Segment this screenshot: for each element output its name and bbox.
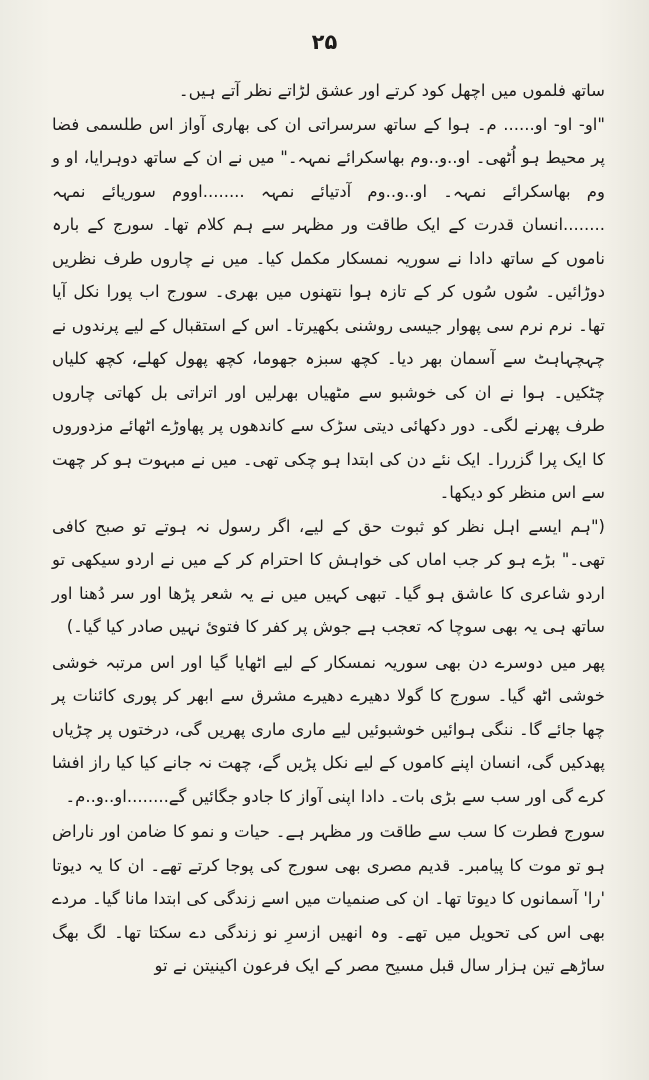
page-text bbox=[52, 74, 605, 983]
paragraph: ("ہم ایسے اہل نظر کو ثبوت حق کے لیے، اگر رسول نہ ہوتے تو صبح کافی تھی۔" بڑے ہو کر جب اماں کی خواہش کا احترام کر کے میں نے اردو سیکھی تو اردو شاعری کا عاشق ہو گیا۔ تبھی کہیں میں نے یہ شعر پڑھا اور سر دُھنا اور ساتھ ہی یہ بھی سوچا کہ تعجب ہے جوش پر کفر کا فتوئ نہیں صادر کیا گیا۔) bbox=[52, 516, 605, 636]
paragraph: ساتھ فلموں میں اچھل کود کرتے اور عشق لڑاتے نظر آتے ہیں۔ bbox=[178, 81, 605, 100]
paragraph: سورج فطرت کا سب سے طاقت ور مظہر ہے۔ حیات و نمو کا ضامن اور ناراض ہو تو موت کا پیامبر۔ قدیم مصری بھی سورج کی پوجا کرتے تھے۔ ان کا یہ دیوتا 'را' آسمانوں کا دیوتا تھا۔ ان کی صنمیات میں اسے زندگی کی ابتدا مانا گیا۔ مردے بھی اس کی تحویل میں تھے۔ وہ انھیں ازسرِ نو زندگی دے سکتا تھا۔ لگ بھگ ساڑھے تین ہزار سال قبل مسیح مصر کے ایک فرعون اکینیتن نے تو bbox=[51, 822, 605, 975]
page-number: ۲۵ bbox=[311, 30, 338, 54]
paragraph: پھر میں دوسرے دن بھی سوریہ نمسکار کے لیے اٹھایا گیا اور اس مرتبہ خوشی خوشی اٹھ گیا۔ سورج کا گولا دھیرے دھیرے مشرق سے ابھر کر پوری کائنات پر چھا جائے گا۔ ننگی ہوائیں خوشبوئیں لیے ماری ماری پھریں گی، درختوں پر چڑیاں پھدکیں گی، انسان اپنے کاموں کے لیے نکل پڑیں گے، چھت نہ جانے کیا کیا راز افشا کرے گی اور سب سے بڑی بات۔ دادا اپنی آواز کا جادو جگائیں گے........او..و..م۔ bbox=[52, 652, 605, 806]
paragraph: "او- او- او...... م۔ ہوا کے ساتھ سرسراتی ان کی بھاری آواز اس طلسمی فضا پر محیط ہو اُٹھی۔ او..و..وم بھاسکرائے نمہہ۔" میں نے ان کے ساتھ دوہرایا، او و وم بھاسکرائے نمہہ۔ او..و..وم آدتیائے نمہہ ........اووم سوریائے نمہہ ........انسان قدرت کے ایک طاقت ور مظہر سے ہم کلام تھا۔ سورج کے بارہ ناموں کے ساتھ دادا نے سوریہ نمسکار مکمل کیا۔ میں نے چاروں طرف نظریں دوڑائیں۔ سُوں سُوں کر کے تازہ ہوا نتھنوں میں بھری۔ سورج اب پورا نکل آیا تھا۔ نرم نرم سی پھوار جیسی روشنی بکھیرتا۔ اس کے استقبال کے لیے پرندوں نے چہچہاہٹ سے آسمان بھر دیا۔ کچھ سبزہ جھوما، کچھ پھول کھلے، کچھ کلیاں چٹکیں۔ ہوا نے ان کی خوشبو سے مٹھیاں بھرلیں اور اتراتی بل کھاتی چاروں طرف پھرنے لگی۔ دور دکھائی دیتی سڑک سے کاندھوں پر پھاوڑے اٹھائے مزدوروں کا ایک پرا گزررا۔ ایک نئے دن کی ابتدا ہو چکی تھی۔ میں نے مبہوت ہو کر چھت سے اس منظر کو دیکھا۔ bbox=[52, 114, 605, 502]
